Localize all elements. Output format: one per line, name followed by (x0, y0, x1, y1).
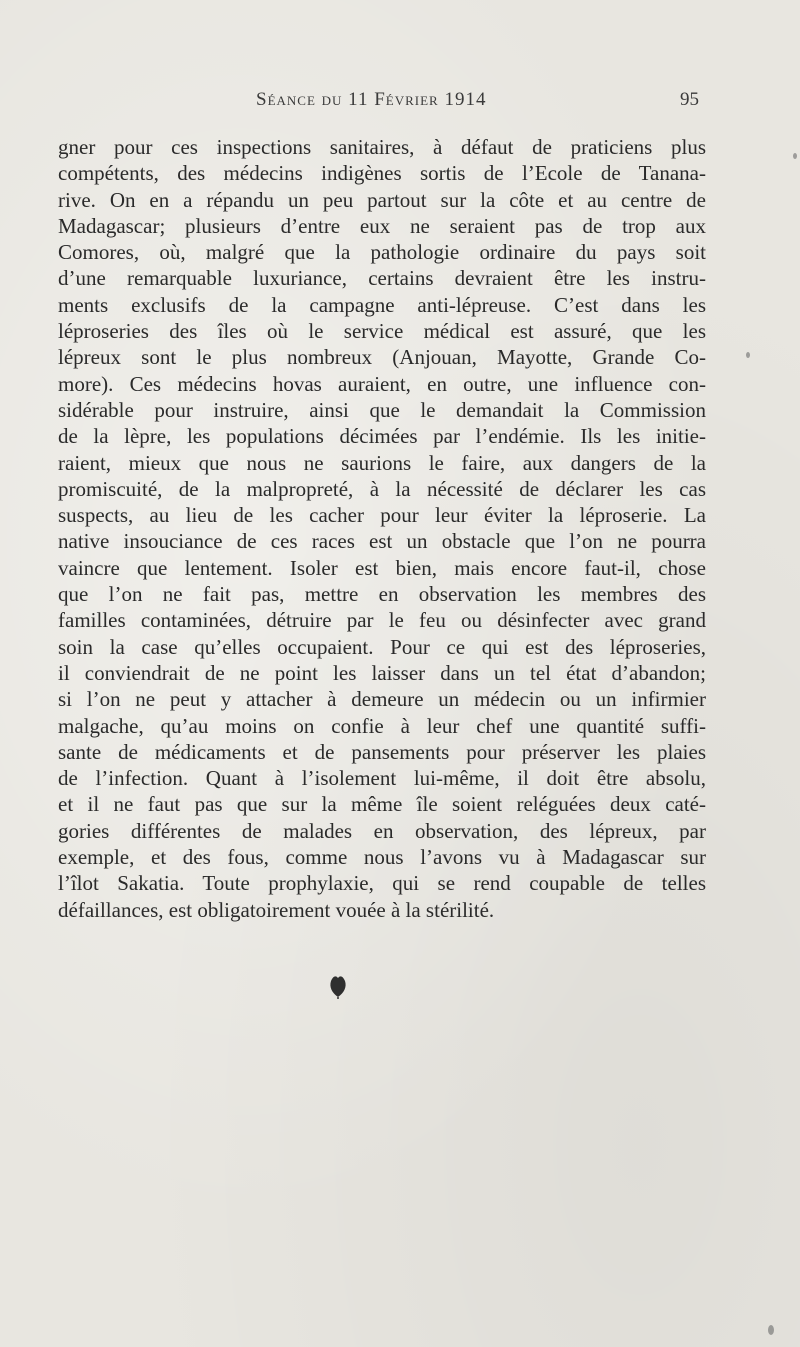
text-line: rive. On en a répandu un peu partout sur la côte et au centre de (58, 187, 706, 212)
text-line: native insouciance de ces races est un obstacle que l’on ne pourra (58, 529, 706, 554)
text-line: si l’on ne peut y attacher à demeure un médecin ou un infirmier (58, 687, 706, 712)
text-line: sante de médicaments et de pansements pour préserver les plaies (58, 739, 706, 764)
text-line: familles contaminées, détruire par le feu ou désinfecter avec grand (58, 608, 706, 633)
text-line-last: défaillances, est obligatoirement vouée à la stérilité. (58, 897, 495, 922)
page-number: 95 (680, 89, 699, 110)
text-line: vaincre que lentement. Isoler est bien, mais encore faut-il, chose (58, 555, 706, 580)
paper-speck (793, 153, 797, 159)
text-line: malgache, qu’au moins on confie à leur chef une quantité suffi- (58, 713, 706, 738)
text-line: soin la case qu’elles occupaient. Pour ce qui est des léproseries, (58, 634, 706, 659)
running-title: Séance du 11 Février 1914 (256, 89, 487, 110)
text-line: lépreux sont le plus nombreux (Anjouan, Mayotte, Grande Co- (58, 345, 706, 370)
text-line: de la lèpre, les populations décimées par l’endémie. Ils les initie- (58, 424, 706, 449)
text-line: sidérable pour instruire, ainsi que le demandait la Commission (58, 397, 706, 422)
paper-speck (746, 352, 750, 358)
text-line: ments exclusifs de la campagne anti-lépreuse. C’est dans les (58, 292, 706, 317)
text-line: que l’on ne fait pas, mettre en observation les membres des (58, 582, 706, 607)
text-line: promiscuité, de la malpropreté, à la nécessité de déclarer les cas (58, 476, 706, 501)
text-line: d’une remarquable luxuriance, certains devraient être les instru- (58, 266, 706, 291)
running-head (0, 89, 800, 117)
text-line: exemple, et des fous, comme nous l’avons vu à Madagascar sur (58, 845, 706, 870)
text-line: Madagascar; plusieurs d’entre eux ne seraient pas de trop aux (58, 213, 706, 238)
text-line: léproseries des îles où le service médical est assuré, que les (58, 319, 706, 344)
text-line: gner pour ces inspections sanitaires, à défaut de praticiens plus (58, 135, 706, 159)
text-line: il conviendrait de ne point les laisser dans un tel état d’abandon; (58, 660, 706, 685)
text-line: Comores, où, malgré que la pathologie ordinaire du pays soit (58, 240, 706, 265)
body-paragraph (58, 134, 706, 923)
text-line: de l’infection. Quant à l’isolement lui-même, il doit être absolu, (58, 766, 706, 791)
text-line: l’îlot Sakatia. Toute prophylaxie, qui se rend coupable de telles (58, 871, 706, 896)
text-line: compétents, des médecins indigènes sortis de l’Ecole de Tanana- (58, 161, 706, 186)
paper-speck (768, 1325, 774, 1335)
text-line: et il ne faut pas que sur la même île soient reléguées deux caté- (58, 792, 706, 817)
text-line: more). Ces médecins hovas auraient, en outre, une influence con- (58, 371, 706, 396)
text-line: gories différentes de malades en observation, des lépreux, par (58, 818, 706, 843)
leaf-ornament-icon (327, 973, 349, 999)
text-line: suspects, au lieu de les cacher pour leur éviter la léproserie. La (58, 503, 706, 528)
text-line: raient, mieux que nous ne saurions le faire, aux dangers de la (58, 450, 706, 475)
